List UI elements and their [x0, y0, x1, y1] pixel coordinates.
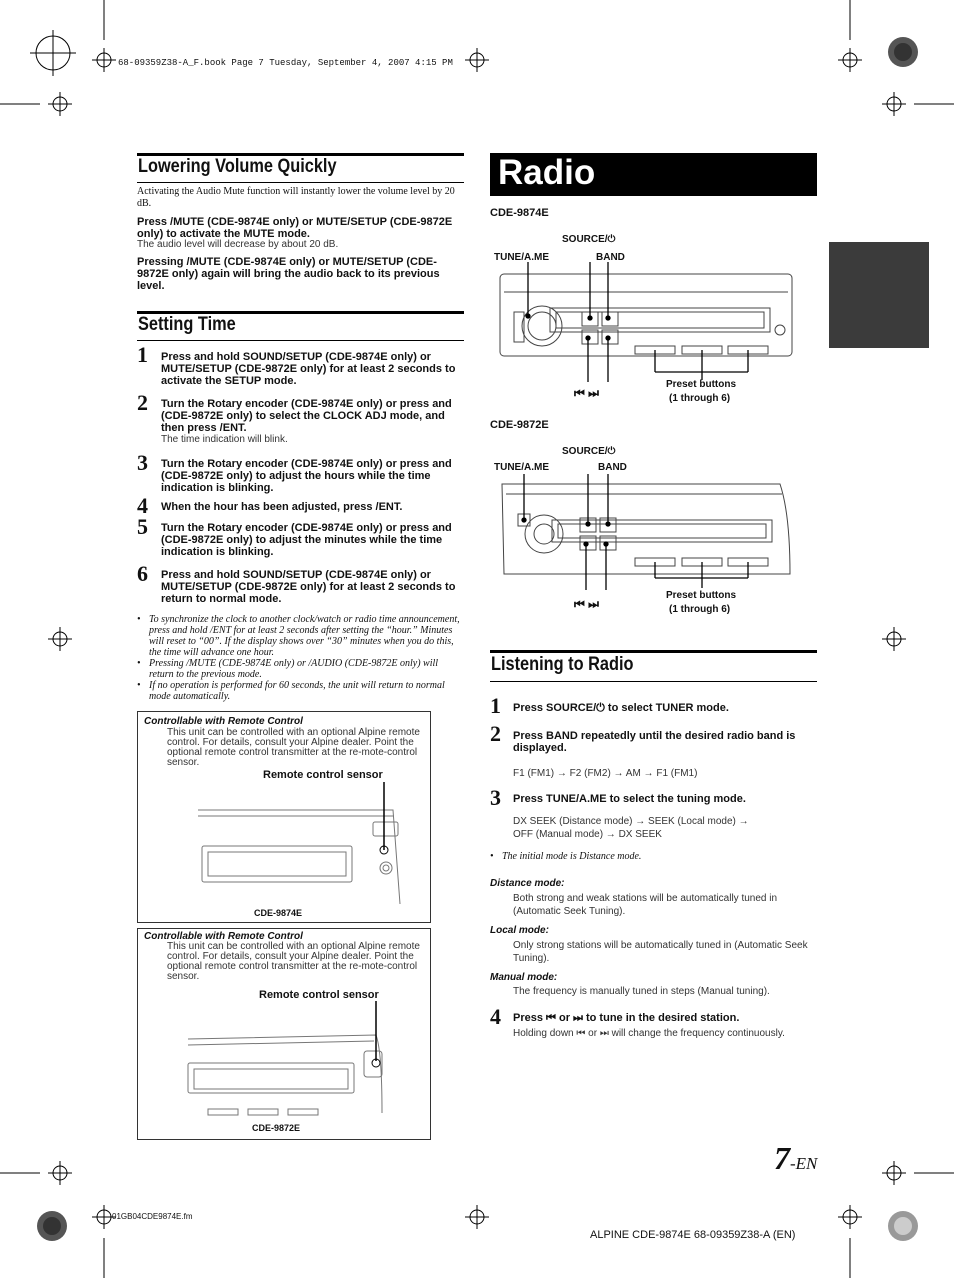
remote-box-body: This unit can be controlled with an optional Alpine remote control. For details, consult your Alpine dealer. Point the optional remote control transmitter at the re-mote-control sensor. — [167, 941, 420, 982]
seek-buttons-label: ⏮ ⏭ — [574, 386, 599, 400]
step-number: 1 — [490, 693, 501, 718]
remote-control-box-2 — [137, 928, 431, 1140]
section-tab — [829, 242, 929, 348]
source-button-label: SOURCE/⏻ — [562, 234, 616, 245]
file-info-header: 68-09359Z38-A_F.book Page 7 Tuesday, September 4, 2007 4:15 PM — [118, 58, 453, 68]
step-number: 1 — [137, 342, 148, 367]
setting-time-step-1: Press and hold SOUND/SETUP (CDE-9874E only) or MUTE/SETUP (CDE-9872E only) for at least 2 seconds to activate the SETUP mode. — [161, 351, 456, 387]
setting-time-step-6: Press and hold SOUND/SETUP (CDE-9874E only) or MUTE/SETUP (CDE-9872E only) for at least 2 seconds to return to normal mode. — [161, 569, 456, 605]
note-item: • If no operation is performed for 60 seconds, the unit will return to normal mode automatically. — [137, 680, 445, 702]
remote-box-model: CDE-9874E — [254, 908, 303, 918]
source-button-label: SOURCE/⏻ — [562, 446, 616, 457]
section-underline — [137, 340, 464, 341]
lowering-instruction-1: Press /MUTE (CDE-9874E only) or MUTE/SETUP (CDE-9872E only) to activate the MUTE mode. — [137, 216, 453, 240]
footer-product-code: ALPINE CDE-9874E 68-09359Z38-A (EN) — [590, 1229, 796, 1241]
notes-list — [137, 614, 462, 702]
mode-description: The frequency is manually tuned in steps (Manual tuning). — [513, 986, 770, 997]
section-title-listening-to-radio: Listening to Radio — [491, 654, 634, 675]
section-rule — [490, 650, 817, 653]
remote-box-body: This unit can be controlled with an optional Alpine remote control. For details, consult your Alpine dealer. Point the optional remote control transmitter at the re-mote-control sensor. — [167, 727, 420, 768]
setting-time-step-4: When the hour has been adjusted, press /ENT. — [161, 501, 403, 513]
tune-button-label: TUNE/A.ME — [494, 252, 549, 263]
step-number: 2 — [137, 390, 148, 415]
band-button-label: BAND — [598, 462, 627, 473]
tuning-sequence-line-2: OFF (Manual mode) → DX SEEK — [513, 829, 662, 840]
cde-9874e-front-panel-illustration — [168, 782, 408, 907]
section-underline — [137, 182, 464, 183]
setting-time-step-2: Turn the Rotary encoder (CDE-9874E only) or press and (CDE-9872E only) to select the CLOCK ADJ mode, and then press /ENT. — [161, 398, 452, 434]
listening-note: • The initial mode is Distance mode. — [490, 851, 642, 862]
mode-description: Both strong and weak stations will be automatically tuned in (Automatic Seek Tuning). — [513, 893, 778, 917]
listening-step-4-note: Holding down ⏮ or ⏭ will change the frequency continuously. — [513, 1028, 785, 1039]
step-number: 5 — [137, 514, 148, 539]
step-number: 4 — [137, 493, 148, 518]
band-button-label: BAND — [596, 252, 625, 263]
preset-buttons-range: (1 through 6) — [669, 393, 731, 404]
step-number: 3 — [490, 785, 501, 810]
remote-box-model: CDE-9872E — [252, 1123, 301, 1133]
remote-box-title: Controllable with Remote Control — [144, 716, 303, 727]
preset-buttons-label: Preset buttons — [666, 590, 737, 601]
remote-sensor-label: Remote control sensor — [263, 769, 383, 781]
remote-control-box-1 — [137, 711, 431, 923]
setting-time-step-5: Turn the Rotary encoder (CDE-9874E only) or press and (CDE-9872E only) to adjust the minutes while the time indication is blinking. — [161, 522, 452, 558]
listening-step-1: Press SOURCE/⏻ to select TUNER mode. — [513, 702, 729, 714]
page-number: 7-EN — [774, 1140, 818, 1176]
step-number: 3 — [137, 450, 148, 475]
preset-buttons-label: Preset buttons — [666, 379, 737, 390]
setting-time-step-2-note: The time indication will blink. — [161, 434, 288, 445]
lowering-note-1: The audio level will decrease by about 20 dB. — [137, 239, 339, 250]
section-title-lowering-volume: Lowering Volume Quickly — [138, 156, 337, 177]
cde-9874e-button-diagram — [490, 262, 800, 407]
setting-time-step-3: Turn the Rotary encoder (CDE-9874E only) or press and (CDE-9872E only) to adjust the hours while the time indication is blinking. — [161, 458, 452, 494]
remote-sensor-label: Remote control sensor — [259, 989, 379, 1001]
mode-name: Local mode: — [490, 925, 549, 936]
footer-filename: 01GB04CDE9874E.fm — [112, 1212, 193, 1221]
band-sequence: F1 (FM1) → F2 (FM2) → AM → F1 (FM1) — [513, 768, 698, 779]
remote-box-title: Controllable with Remote Control — [144, 931, 303, 942]
tuning-sequence-line-1: DX SEEK (Distance mode) → SEEK (Local mode) → — [513, 816, 749, 827]
tune-button-label: TUNE/A.ME — [494, 462, 549, 473]
cde-9872e-button-diagram — [490, 474, 800, 619]
mode-name: Manual mode: — [490, 972, 558, 983]
radio-title-banner — [490, 153, 817, 196]
cde-9872e-front-panel-illustration — [168, 1001, 408, 1121]
mode-name: Distance mode: — [490, 878, 565, 889]
listening-step-2: Press BAND repeatedly until the desired radio band is displayed. — [513, 730, 796, 754]
lowering-intro: Activating the Audio Mute function will instantly lower the volume level by 20 dB. — [137, 186, 455, 209]
preset-buttons-range: (1 through 6) — [669, 604, 731, 615]
note-item: • To synchronize the clock to another clock/watch or radio time announcement, press and hold /ENT for at least 2 seconds after setting the “hour.” Minutes will reset to “00”. If the display shows over “30” minutes when you do this, the time will advance one hour. — [137, 614, 460, 658]
listening-step-4: Press ⏮ or ⏭ to tune in the desired station. — [513, 1012, 740, 1024]
diagram-model-label: CDE-9872E — [490, 419, 549, 431]
note-item: • Pressing /MUTE (CDE-9874E only) or /AUDIO (CDE-9872E only) will return to the previous mode. — [137, 658, 439, 680]
step-number: 2 — [490, 721, 501, 746]
diagram-model-label: CDE-9874E — [490, 207, 549, 219]
radio-title: Radio — [498, 153, 596, 192]
lowering-instruction-2: Pressing /MUTE (CDE-9874E only) or MUTE/SETUP (CDE-9872E only) again will bring the audio back to its previous level. — [137, 256, 440, 292]
step-number: 6 — [137, 561, 148, 586]
mode-description: Only strong stations will be automatically tuned in (Automatic Seek Tuning). — [513, 940, 808, 964]
seek-buttons-label: ⏮ ⏭ — [574, 597, 599, 611]
step-number: 4 — [490, 1004, 501, 1029]
section-underline — [490, 681, 817, 682]
section-title-setting-time: Setting Time — [138, 314, 236, 335]
listening-step-3: Press TUNE/A.ME to select the tuning mode. — [513, 793, 746, 805]
